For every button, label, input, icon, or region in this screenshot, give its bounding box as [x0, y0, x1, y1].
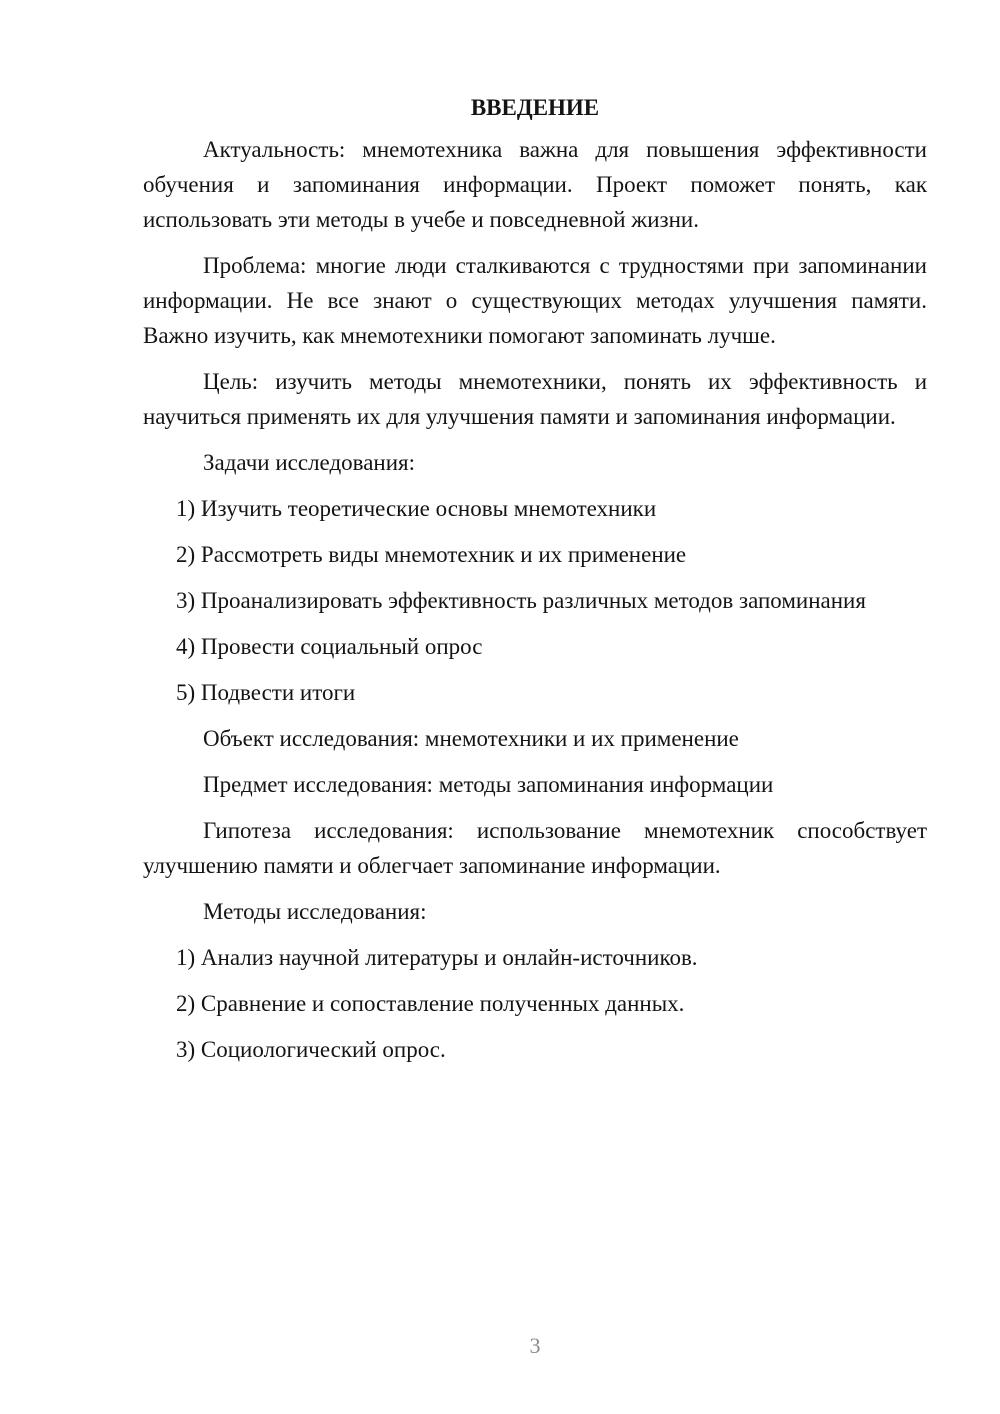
object-line: Объект исследования: мнемотехники и их применение	[203, 726, 739, 751]
problem-paragraph: Проблема: многие люди сталкиваются с трудностями при запоминании информации. Не все знают о существующих методах улучшения памяти. Важно изучить, как мнемотехники помогают запоминать лучше.	[143, 253, 927, 348]
task-item: 4) Провести социальный опрос	[176, 634, 483, 659]
goal-paragraph: Цель: изучить методы мнемотехники, понять их эффективность и научиться применять их для улучшения памяти и запоминания информации.	[143, 369, 927, 429]
task-item: 3) Проанализировать эффективность различных методов запоминания	[176, 588, 866, 613]
method-item: 2) Сравнение и сопоставление полученных данных.	[176, 991, 685, 1016]
task-item: 1) Изучить теоретические основы мнемотехники	[176, 496, 657, 521]
relevance-paragraph: Актуальность: мнемотехника важна для повышения эффективности обучения и запоминания информации. Проект поможет понять, как использовать эти методы в учебе и повседневной жизни.	[143, 137, 927, 232]
section-title: ВВЕДЕНИЕ	[470, 95, 600, 120]
document-body	[143, 90, 927, 1078]
page-number: 3	[529, 1333, 541, 1358]
method-item: 1) Анализ научной литературы и онлайн-источников.	[176, 945, 698, 970]
task-item: 5) Подвести итоги	[176, 680, 356, 705]
task-item: 2) Рассмотреть виды мнемотехник и их применение	[176, 542, 687, 567]
methods-heading: Методы исследования:	[203, 899, 427, 924]
subject-line: Предмет исследования: методы запоминания информации	[203, 772, 774, 797]
method-item: 3) Социологический опрос.	[176, 1037, 446, 1062]
hypothesis-paragraph: Гипотеза исследования: использование мнемотехник способствует улучшению памяти и облегчает запоминание информации.	[143, 818, 927, 878]
tasks-heading: Задачи исследования:	[203, 450, 416, 475]
